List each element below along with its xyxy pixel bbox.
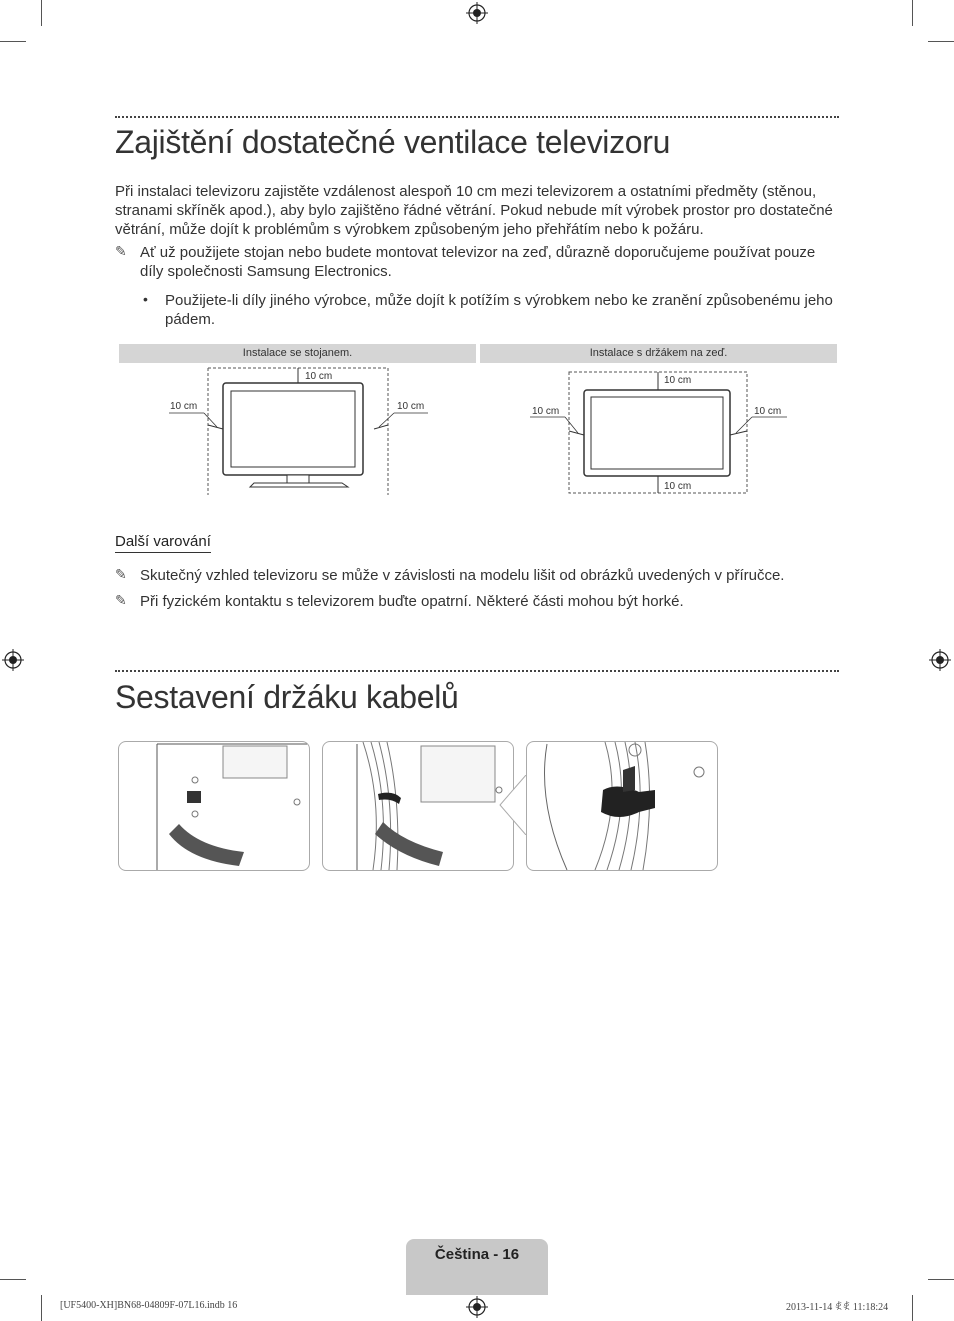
registration-mark-icon	[466, 1296, 488, 1318]
distance-label-right: 10 cm	[754, 406, 782, 417]
wall-install-diagram	[480, 363, 837, 498]
section-divider	[115, 670, 839, 672]
pencil-note-icon: ✎	[115, 243, 127, 259]
bullet-icon: •	[143, 291, 148, 307]
warning-item: Skutečný vzhled televizoru se může v závislosti na modelu lišit od obrázků uvedených v příručce.	[140, 567, 785, 584]
file-info: [UF5400-XH]BN68-04809F-07L16.indb 16	[60, 1300, 238, 1311]
crop-mark	[912, 0, 913, 26]
distance-label-bottom: 10 cm	[664, 481, 692, 492]
section-title-cable-holder: Sestavení držáku kabelů	[115, 679, 459, 715]
pencil-note-icon: ✎	[115, 592, 127, 608]
wall-install-label: Instalace s držákem na zeď.	[480, 344, 837, 363]
other-warnings-heading: Další varování	[115, 533, 211, 553]
stand-install-diagram	[119, 363, 476, 498]
registration-mark-icon	[466, 2, 488, 24]
crop-mark	[928, 41, 954, 42]
section-title-ventilation: Zajištění dostatečné ventilace televizoru	[115, 124, 671, 160]
crop-mark	[912, 1295, 913, 1321]
cable-holder-step-3	[526, 741, 718, 871]
crop-mark	[0, 41, 26, 42]
bullet-text: Použijete-li díly jiného výrobce, může dojít k potížím s výrobkem nebo ke zranění způsobenému jeho pádem.	[165, 292, 833, 328]
cable-holder-closeup	[527, 742, 717, 870]
pencil-note-icon: ✎	[115, 566, 127, 582]
distance-label-right: 10 cm	[397, 401, 425, 412]
zoom-pointer	[498, 775, 528, 835]
distance-label-left: 10 cm	[532, 406, 560, 417]
cable-routing-illustration	[323, 742, 513, 870]
tv-back-illustration	[119, 742, 309, 870]
distance-label-top: 10 cm	[664, 375, 692, 386]
print-timestamp: 2013-11-14 ꈅꈅ 11:18:24	[786, 1302, 889, 1313]
registration-mark-icon	[2, 649, 24, 671]
distance-label-top: 10 cm	[305, 371, 333, 382]
registration-mark-icon	[929, 649, 951, 671]
crop-mark	[41, 0, 42, 26]
crop-mark	[928, 1279, 954, 1280]
cable-holder-step-2	[322, 741, 514, 871]
stand-install-label: Instalace se stojanem.	[119, 344, 476, 363]
crop-mark	[41, 1295, 42, 1321]
note-text: Ať už použijete stojan nebo budete montovat televizor na zeď, důrazně doporučujeme používat pouze díly společnosti Samsung Electronics.	[140, 244, 816, 280]
warning-item: Při fyzickém kontaktu s televizorem buďte opatrní. Některé části mohou být horké.	[140, 593, 684, 610]
crop-mark	[0, 1279, 26, 1280]
cable-holder-step-1	[118, 741, 310, 871]
distance-label-left: 10 cm	[170, 401, 198, 412]
page-number-tab: Čeština - 16	[406, 1239, 548, 1295]
section-divider	[115, 116, 839, 118]
ventilation-paragraph: Při instalaci televizoru zajistěte vzdálenost alespoň 10 cm mezi televizorem a ostatními předměty (stěnou, stranami skříněk apod.), aby bylo zajištěno řádné větrání. Pokud nebude mít výrobek prostor pro dostatečné větrání, může dojít k problémům s výrobkem způsobeným jeho přehřátím nebo k požáru.	[115, 183, 833, 238]
